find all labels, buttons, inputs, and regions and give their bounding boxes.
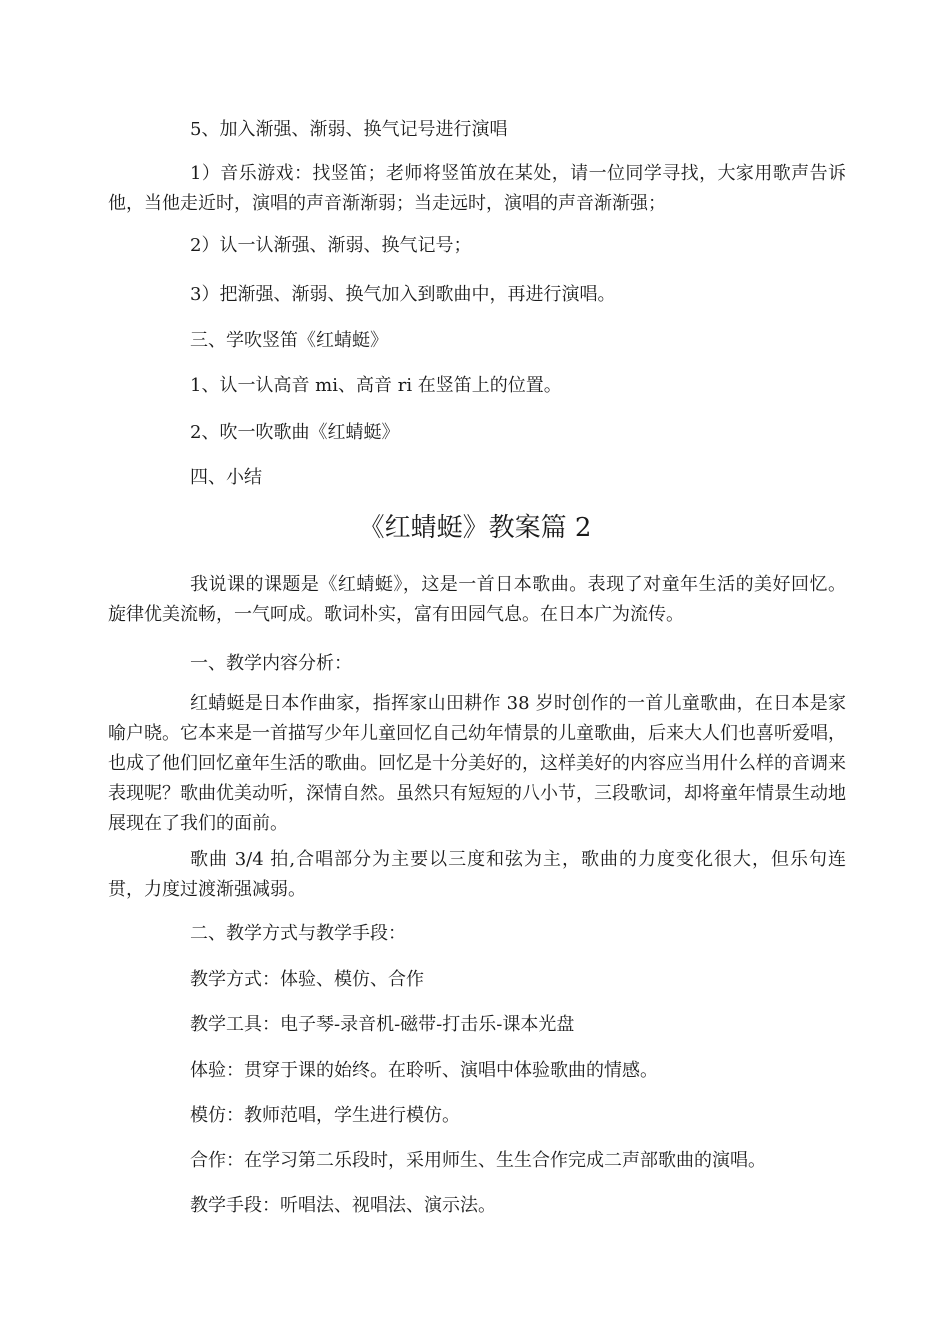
analysis-paragraph-1: 红蜻蜓是日本作曲家，指挥家山田耕作 38 岁时创作的一首儿童歌曲，在日本是家喻户晓。它本来是一首描写少年儿童回忆自己幼年情景的儿童歌曲，后来大人们也喜听爱唱，也成了他们回忆童年生活的歌曲。回忆是十分美好的，这样美好的内容应当用什么样的音调来表现呢？歌曲优美动听，深情自然。虽然只有短短的八小节，三段歌词，却将童年情景生动地展现在了我们的面前。 — [108, 693, 846, 834]
recognize-marks-line: 2）认一认渐强、渐弱、换气记号； — [190, 235, 472, 256]
cooperation-line: 合作：在学习第二乐段时，采用师生、生生合作完成二声部歌曲的演唱。 — [190, 1150, 766, 1171]
music-game-paragraph: 1）音乐游戏：找竖笛；老师将竖笛放在某处，请一位同学寻找，大家用歌声告诉他，当他走近时，演唱的声音渐渐弱；当走远时，演唱的声音渐渐强； — [108, 163, 846, 214]
methods-title: 二、教学方式与教学手段： — [190, 923, 406, 944]
teaching-tools-line: 教学工具：电子琴-录音机-磁带-打击乐-课本光盘 — [190, 1014, 575, 1035]
teaching-methods-line: 教学方式：体验、模仿、合作 — [190, 969, 424, 990]
imitation-line: 模仿：教师范唱，学生进行模仿。 — [190, 1105, 460, 1126]
analysis-paragraph-2: 歌曲 3/4 拍,合唱部分为主要以三度和弦为主，歌曲的力度变化很大，但乐句连贯，力度过渡渐强减弱。 — [108, 849, 846, 900]
section-heading: 《红蜻蜓》教案篇 2 — [358, 513, 592, 543]
step-5-line: 5、加入渐强、渐弱、换气记号进行演唱 — [190, 119, 508, 140]
part-3-title: 三、学吹竖笛《红蜻蜓》 — [190, 330, 388, 351]
experience-line: 体验：贯穿于课的始终。在聆听、演唱中体验歌曲的情感。 — [190, 1060, 658, 1081]
intro-paragraph: 我说课的课题是《红蜻蜓》，这是一首日本歌曲。表现了对童年生活的美好回忆。旋律优美流畅，一气呵成。歌词朴实，富有田园气息。在日本广为流传。 — [108, 574, 846, 625]
part-3-item-2: 2、吹一吹歌曲《红蜻蜓》 — [190, 422, 400, 443]
teaching-means-line: 教学手段：听唱法、视唱法、演示法。 — [190, 1195, 496, 1216]
part-3-item-1: 1、认一认高音 mi、高音 ri 在竖笛上的位置。 — [190, 375, 562, 396]
analysis-title: 一、教学内容分析： — [190, 653, 352, 674]
part-4-title: 四、小结 — [190, 467, 262, 488]
apply-marks-line: 3）把渐强、渐弱、换气加入到歌曲中，再进行演唱。 — [190, 284, 616, 305]
